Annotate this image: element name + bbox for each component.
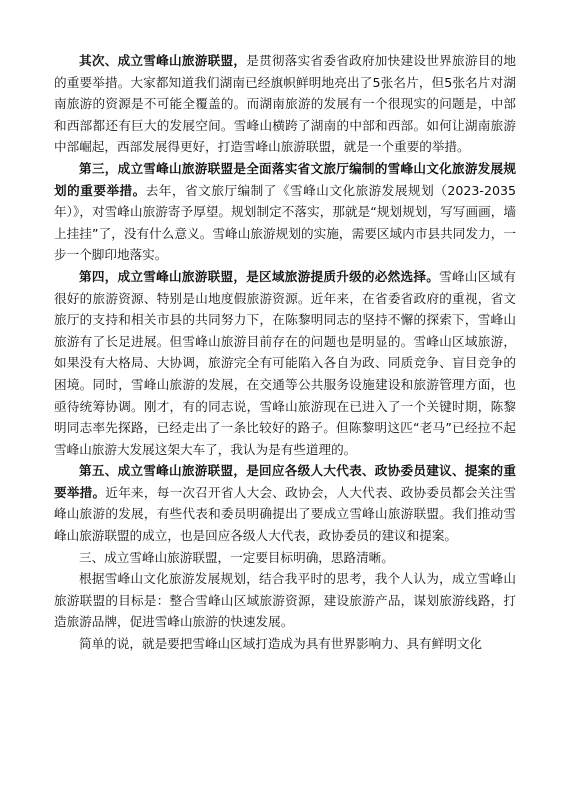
paragraph-fifth-point — [54, 460, 516, 546]
paragraph-body: 近年来，每一次召开省人大会、政协会，人大代表、政协委员都会关注雪峰山旅游的发展，有些代表和委员明确提出了要成立雪峰山旅游联盟。我们推动雪峰山旅游联盟的成立，也是回应各级人大代表，政协委员的建议和提案。 — [54, 484, 517, 544]
paragraph-lead: 第四，成立雪峰山旅游联盟，是区域旅游提质升级的必然选择。 — [79, 268, 440, 284]
paragraph-body: 是贯彻落实省委省政府加快建设世界旅游目的地的重要举措。大家都知道我们湖南已经旗帜鲜明地亮出了5张名片，但5张名片对湖南旅游的资源是不可能全覆盖的。而湖南旅游的发展有一个很现实的问题是，中部和西部都还有巨大的发展空间。雪峰山横跨了湖南的中部和西部。如何让湖南旅游中部崛起，西部发展得更好，打造雪峰山旅游联盟，就是一个重要的举措。 — [54, 53, 517, 155]
paragraph-fourth-point — [54, 266, 516, 460]
paragraph-alliance-goal — [54, 568, 516, 633]
paragraph-body: 三、成立雪峰山旅游联盟，一定要目标明确，思路清晰。 — [79, 549, 394, 565]
paragraph-lead: 其次、成立雪峰山旅游联盟， — [79, 53, 247, 68]
paragraph-body: 根据雪峰山文化旅游发展规划，结合我平时的思考，我个人认为，成立雪峰山旅游联盟的目标是：整合雪峰山区域旅游资源，建设旅游产品，谋划旅游线路，打造旅游品牌，促进雪峰山旅游的快速发展。 — [54, 571, 516, 630]
paragraph-body: 去年，省文旅厅编制了《雪峰山文化旅游发展规划（2023-2035年）》，对雪峰山旅游寄予厚望。规划制定不落实，那就是“规划规划，写写画画，墙上挂挂”了，没有什么意义。雪峰山旅游规划的实施，需要区域内市县共同发力，一步一个脚印地落实。 — [54, 182, 516, 263]
section-heading-three — [54, 547, 516, 569]
paragraph-lead: 第五、成立雪峰山旅游联盟，是回应各级人大代表、政协委员建议、提案的重要举措。 — [54, 463, 516, 500]
paragraph-second-point — [54, 50, 516, 158]
paragraph-lead: 第三，成立雪峰山旅游联盟是全面落实省文旅厅编制的雪峰山文化旅游发展规划的重要举措。 — [54, 160, 516, 198]
paragraph-third-point — [54, 158, 516, 266]
paragraph-body: 简单的说，就是要把雪峰山区域打造成为具有世界影响力、具有鲜明文化 — [79, 636, 482, 652]
paragraph-summary — [54, 633, 516, 655]
paragraph-body: 雪峰山区域有很好的旅游资源、特别是山地度假旅游资源。近年来，在省委省政府的重视，省文旅厅的支持和相关市县的共同努力下，在陈黎明同志的坚持不懈的探索下，雪峰山旅游有了长足进展。但雪峰山旅游目前存在的问题也是明显的。雪峰山区域旅游，如果没有大格局、大协调，旅游完全有可能陷入各自为政、同质竞争、盲目竞争的困境。同时，雪峰山旅游的发展，在交通等公共服务设施建设和旅游管理方面，也亟待统筹协调。刚才，有的同志说，雪峰山旅游现在已进入了一个关键时期，陈黎明同志率先探路，已经走出了一条比较好的路子。但陈黎明这匹“老马”已经拉不起雪峰山旅游大发展这架大车了，我认为是有些道理的。 — [54, 268, 517, 457]
